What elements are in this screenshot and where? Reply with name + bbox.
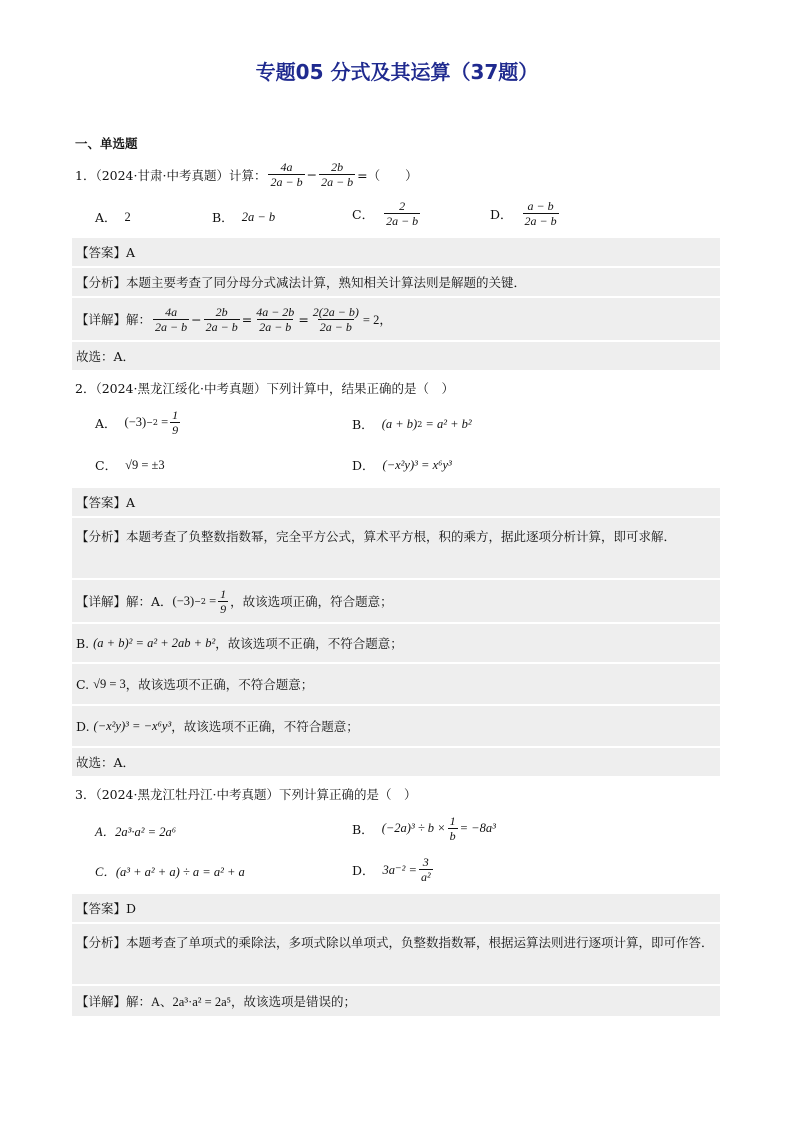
q1-option-b: B． 2a − b [212, 209, 276, 225]
q1-option-d: D． $\frac{a - b}{2a - b}$ [490, 199, 557, 228]
q2-detail-a: 【详解】解：A． (−3) −2 = $\frac{1}{9}$ ，故该选项正确，符合题意； [72, 580, 720, 622]
q3-option-b: B． (−2a)³ ÷ b × $\frac{1}{b}$ = −8a³ [352, 814, 496, 843]
q2-option-a: A． (−3) −2 = $\frac{1}{9}$ [95, 408, 179, 437]
q1-detail: 【详解】解： $\frac{4a}{2a - b}$ − $\frac{2b}{2a - b}$ = $\frac{4a - 2b}{2a - b}$ = $\frac{2(2a - b)}{2a - b}$ = 2， [72, 298, 720, 340]
q2-detail-c: C. √9 = 3 ，故该选项不正确，不符合题意； [72, 664, 720, 704]
question-1-stem: 1．（2024·甘肃·中考真题）计算： $\frac{4a}{2a - b}$ − $\frac{2b}{2a - b}$ =（ ） [75, 160, 418, 189]
q3-detail: 【详解】解：A、2a³·a² = 2a⁵，故该选项是错误的； [72, 986, 720, 1016]
question-3-stem: 3．（2024·黑龙江牡丹江·中考真题）下列计算正确的是（ ） [75, 787, 417, 802]
q3-answer: 【答案】D [72, 894, 720, 922]
q2-analysis: 【分析】本题考查了负整数指数幂，完全平方公式，算术平方根，积的乘方，据此逐项分析计算，即可求解． [72, 518, 720, 578]
q3-option-c: C．(a³ + a² + a) ÷ a = a² + a [95, 865, 245, 879]
q1-option-a: A． 2 [95, 209, 131, 225]
q1-fraction-2: $\frac{2b}{2a - b}$ [321, 160, 354, 189]
q2-answer: 【答案】A [72, 488, 720, 516]
q1-answer: 【答案】A [72, 238, 720, 266]
question-2-stem: 2．（2024·黑龙江绥化·中考真题）下列计算中，结果正确的是（ ） [75, 381, 454, 396]
q1-option-c: C． $\frac{2}{2a - b}$ [352, 199, 419, 228]
q1-choose: 故选：A． [72, 342, 720, 370]
q1-fraction-1: $\frac{4a}{2a - b}$ [270, 160, 303, 189]
question-1-prefix: 1．（2024·甘肃·中考真题）计算： [75, 167, 267, 183]
q3-option-d: D． 3a⁻² = $\frac{3}{\text{a²}}$ [352, 855, 431, 884]
q2-option-c: C． √9 = ±3 [95, 457, 165, 473]
question-1-suffix: =（ ） [357, 167, 418, 183]
q2-choose: 故选：A． [72, 748, 720, 776]
q2-detail-d: D. (−x²y)³ = −x⁶y³ ，故该选项不正确，不符合题意； [72, 706, 720, 746]
q2-option-d: D． (−x²y)³ = x⁶y³ [352, 457, 452, 473]
section-heading: 一、单选题 [75, 136, 138, 151]
q2-detail-b: B. (a + b)² = a² + 2ab + b² ，故该选项不正确，不符合题意； [72, 624, 720, 662]
q1-analysis: 【分析】本题主要考查了同分母分式减法计算，熟知相关计算法则是解题的关键． [72, 268, 720, 296]
page-title: 专题05 分式及其运算（37题） [255, 60, 539, 84]
q3-analysis: 【分析】本题考查了单项式的乘除法，多项式除以单项式，负整数指数幂，根据运算法则进行逐项计算，即可作答． [72, 924, 720, 984]
q3-option-a: A．2a³·a² = 2a⁶ [95, 825, 177, 839]
q2-option-b: B． (a + b) 2 = a² + b² [352, 416, 472, 432]
